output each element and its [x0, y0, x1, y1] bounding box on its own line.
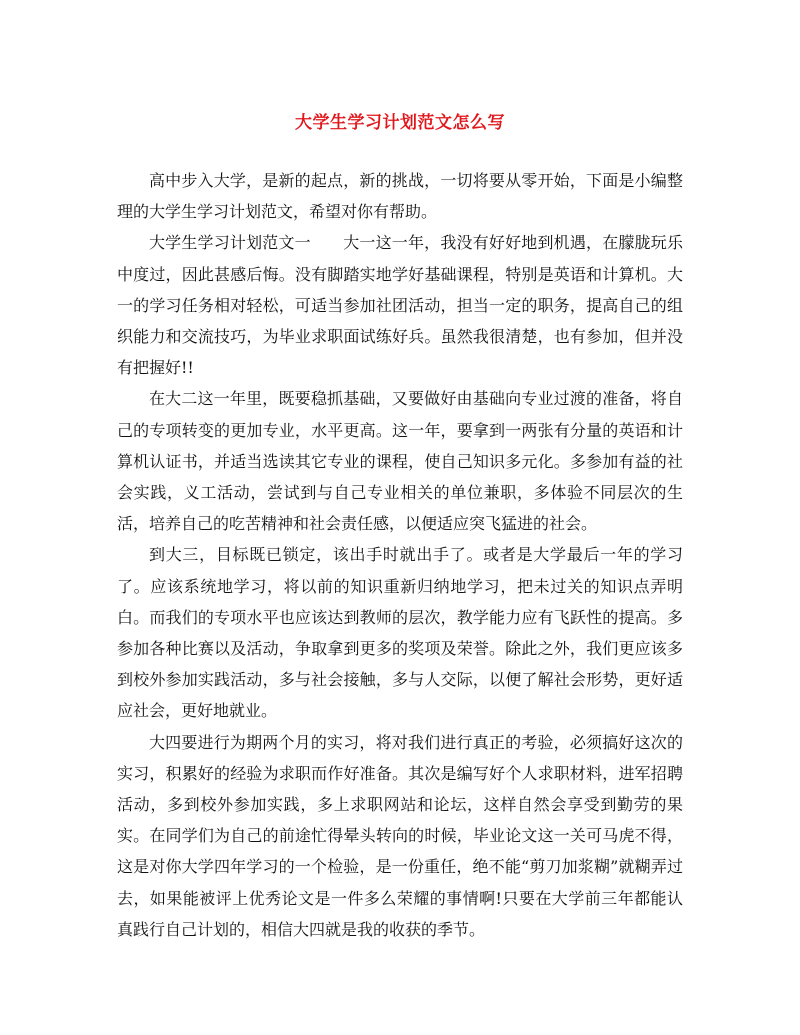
document-body: [117, 165, 683, 945]
paragraph-year-two: 在大二这一年里，既要稳抓基础，又要做好由基础向专业过渡的准备，将自己的专项转变的更加专业，水平更高。这一年，要拿到一两张有分量的英语和计算机认证书，并适当选读其它专业的课程，使自己知识多元化。多参加有益的社会实践，义工活动，尝试到与自己专业相关的单位兼职，多体验不同层次的生活，培养自己的吃苦精神和社会责任感，以便适应突飞猛进的社会。: [117, 389, 683, 534]
paragraph-year-three: 到大三，目标既已锁定，该出手时就出手了。或者是大学最后一年的学习了。应该系统地学习，将以前的知识重新归纳地学习，把未过关的知识点弄明白。而我们的专项水平也应该达到教师的层次，教学能力应有飞跃性的提高。多参加各种比赛以及活动，争取拿到更多的奖项及荣誉。除此之外，我们更应该多到校外参加实践活动，多与社会接触，多与人交际，以便了解社会形势，更好适应社会，更好地就业。: [117, 545, 683, 721]
paragraph-year-four: 大四要进行为期两个月的实习，将对我们进行真正的考验，必须搞好这次的实习，积累好的经验为求职而作好准备。其次是编写好个人求职材料，进军招聘活动，多到校外参加实践，多上求职网站和论坛，这样自然会享受到勤劳的果实。在同学们为自己的前途忙得晕头转向的时候，毕业论文这一关可马虎不得，这是对你大学四年学习的一个检验，是一份重任，绝不能“剪刀加浆糊”就糊弄过去，如果能被评上优秀论文是一件多么荣耀的事情啊!只要在大学前三年都能认真践行自己计划的，相信大四就是我的收获的季节。: [117, 732, 683, 939]
paragraph-intro: 高中步入大学，是新的起点，新的挑战，一切将要从零开始，下面是小编整理的大学生学习计划范文，希望对你有帮助。: [117, 171, 683, 222]
paragraph-year-one: 大学生学习计划范文一 大一这一年，我没有好好地到机遇，在朦胧玩乐中度过，因此甚感后悔。没有脚踏实地学好基础课程，特别是英语和计算机。大一的学习任务相对轻松，可适当参加社团活动，担当一定的职务，提高自己的组织能力和交流技巧，为毕业求职面试练好兵。虽然我很清楚，也有参加，但并没有把握好!!: [117, 233, 683, 378]
document-title: 大学生学习计划范文怎么写: [295, 113, 505, 133]
